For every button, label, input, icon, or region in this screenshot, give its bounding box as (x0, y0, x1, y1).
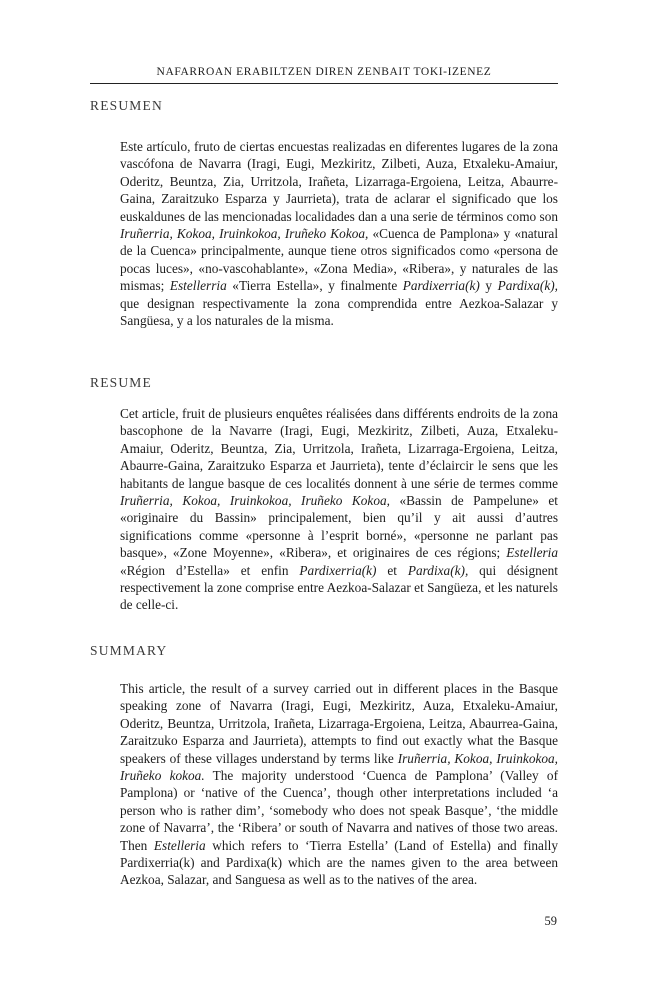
italic-term: Iruñerria, Kokoa, Iruinkokoa, Iruñeko Kokoa, (120, 226, 369, 242)
text-run: «Région d’Estella» et enfin (120, 562, 300, 578)
text-run: qui désignent respectivement la zone comprise entre Aezkoa-Salazar et Sangüeza, et les naturels de celle-ci. (120, 562, 558, 613)
italic-term: Pardixa(k), (407, 562, 469, 578)
italic-term: Estelleria (153, 837, 206, 853)
text-run: «Cuenca de Pamplona» y «natural de la Cuenca» principalmente, aunque tiene otros significados como «persona de pocas luces», «no-vascohablante», «Zona Media», «Ribera», y naturales de las mismas; (120, 226, 559, 294)
italic-term: Pardixerria(k) (299, 562, 377, 578)
text-run: y (479, 278, 498, 294)
italic-term: Estelleria (506, 545, 558, 561)
text-run: Este artículo, fruto de ciertas encuestas realizadas en diferentes lugares de la zona vascófona de Navarra (Iragi, Eugi, Mezkiritz, Zilbeti, Auza, Etxaleku-Amaiur, Oderitz, Beuntza, Zia, Urritzola, Irañeta, Lizarraga-Ergoiena, Leitza, Abaurre-Gaina, Zaraitzuko Esparza y Jaurrieta), trata de aclarar el significado que los euskaldunes de las mencionadas localidades dan a una serie de términos como son (120, 139, 558, 224)
header-rule (90, 83, 558, 84)
text-run: et (376, 562, 408, 578)
paragraph-resumen (120, 138, 558, 329)
running-head: NAFARROAN ERABILTZEN DIREN ZENBAIT TOKI-IZENEZ (156, 66, 492, 78)
section-title-resumen: RESUMEN (90, 98, 163, 113)
section-title-summary: SUMMARY (90, 643, 168, 658)
italic-term: Pardixa(k), (497, 278, 559, 294)
text-run: «Tierra Estella», y finalmente (226, 278, 403, 294)
page-number: 59 (544, 914, 557, 928)
text-run: que designan respectivamente la zona comprendida entre Aezkoa-Salazar y Sangüesa, y a los naturales de la misma. (120, 295, 558, 329)
text-run: Cet article, fruit de plusieurs enquêtes réalisées dans différents endroits de la zona bascophone de la Navarre (Iragi, Eugi, Mezkiritz, Zilbeti, Auza, Etxaleku-Amaiur, Oderitz, Beuntza, Zia, Urritzola, Irañeta, Lizarraga-Ergoiena, Leitza, Abaurre-Gaina, Zaraitzuko Esparza et Jaurrieta), tente d’éclaircir le sens que les habitants de langue basque de ces localités donnent à une série de termes comme (120, 406, 558, 491)
text-run: This article, the result of a survey carried out in different places in the Basque speaking zone of Navarra (Iragi, Eugi, Mezkiritz, Auza, Etxaleku-Amaiur, Oderitz, Beuntza, Urritzola, Irañeta, Lizarraga-Ergoiena, Leitza, Abaurrea-Gaina, Zaraitzuko Esparza and Jaurrieta), attempts to find out exactly what the Basque speakers of these villages understand by terms like (120, 681, 558, 766)
italic-term: Estellerria (169, 278, 227, 294)
italic-term: Pardixerria(k) (402, 278, 480, 294)
text-run: «Bassin de Pampelune» et «originaire du Bassin» principalement, bien qu’il y ait aussi d’autres significations comme «personne à l’esprit borné», «personne ne parlant pas basque», «Zone Moyenne», «Ribera», et originaires de ces régions; (120, 493, 558, 561)
text-run: The majority understood ‘Cuenca de Pamplona’ (Valley of Pamplona) or ‘native of the Cuenca’, though other interpretations included ‘a person who is rather dim’, ‘somebody who does not speak Basque’, ‘the middle zone of Navarra’, the ‘Ribera’ or south of Navarra and natives of those two areas. Then (120, 768, 558, 853)
italic-term: Iruñerria, Kokoa, Iruinkokoa, Iruñeko Kokoa, (120, 493, 390, 509)
paragraph-resume (120, 405, 558, 614)
italic-term: Iruñerria, Kokoa, Iruinkokoa, Iruñeko kokoa. (120, 750, 558, 784)
paragraph-summary (120, 680, 558, 889)
text-run: which refers to ‘Tierra Estella’ (Land of Estella) and finally Pardixerria(k) and Pardixa(k) which are the names given to the area between Aezkoa, Salazar, and Sanguesa as well as to the natives of the area. (120, 837, 559, 888)
section-title-resume: RESUME (90, 375, 152, 390)
